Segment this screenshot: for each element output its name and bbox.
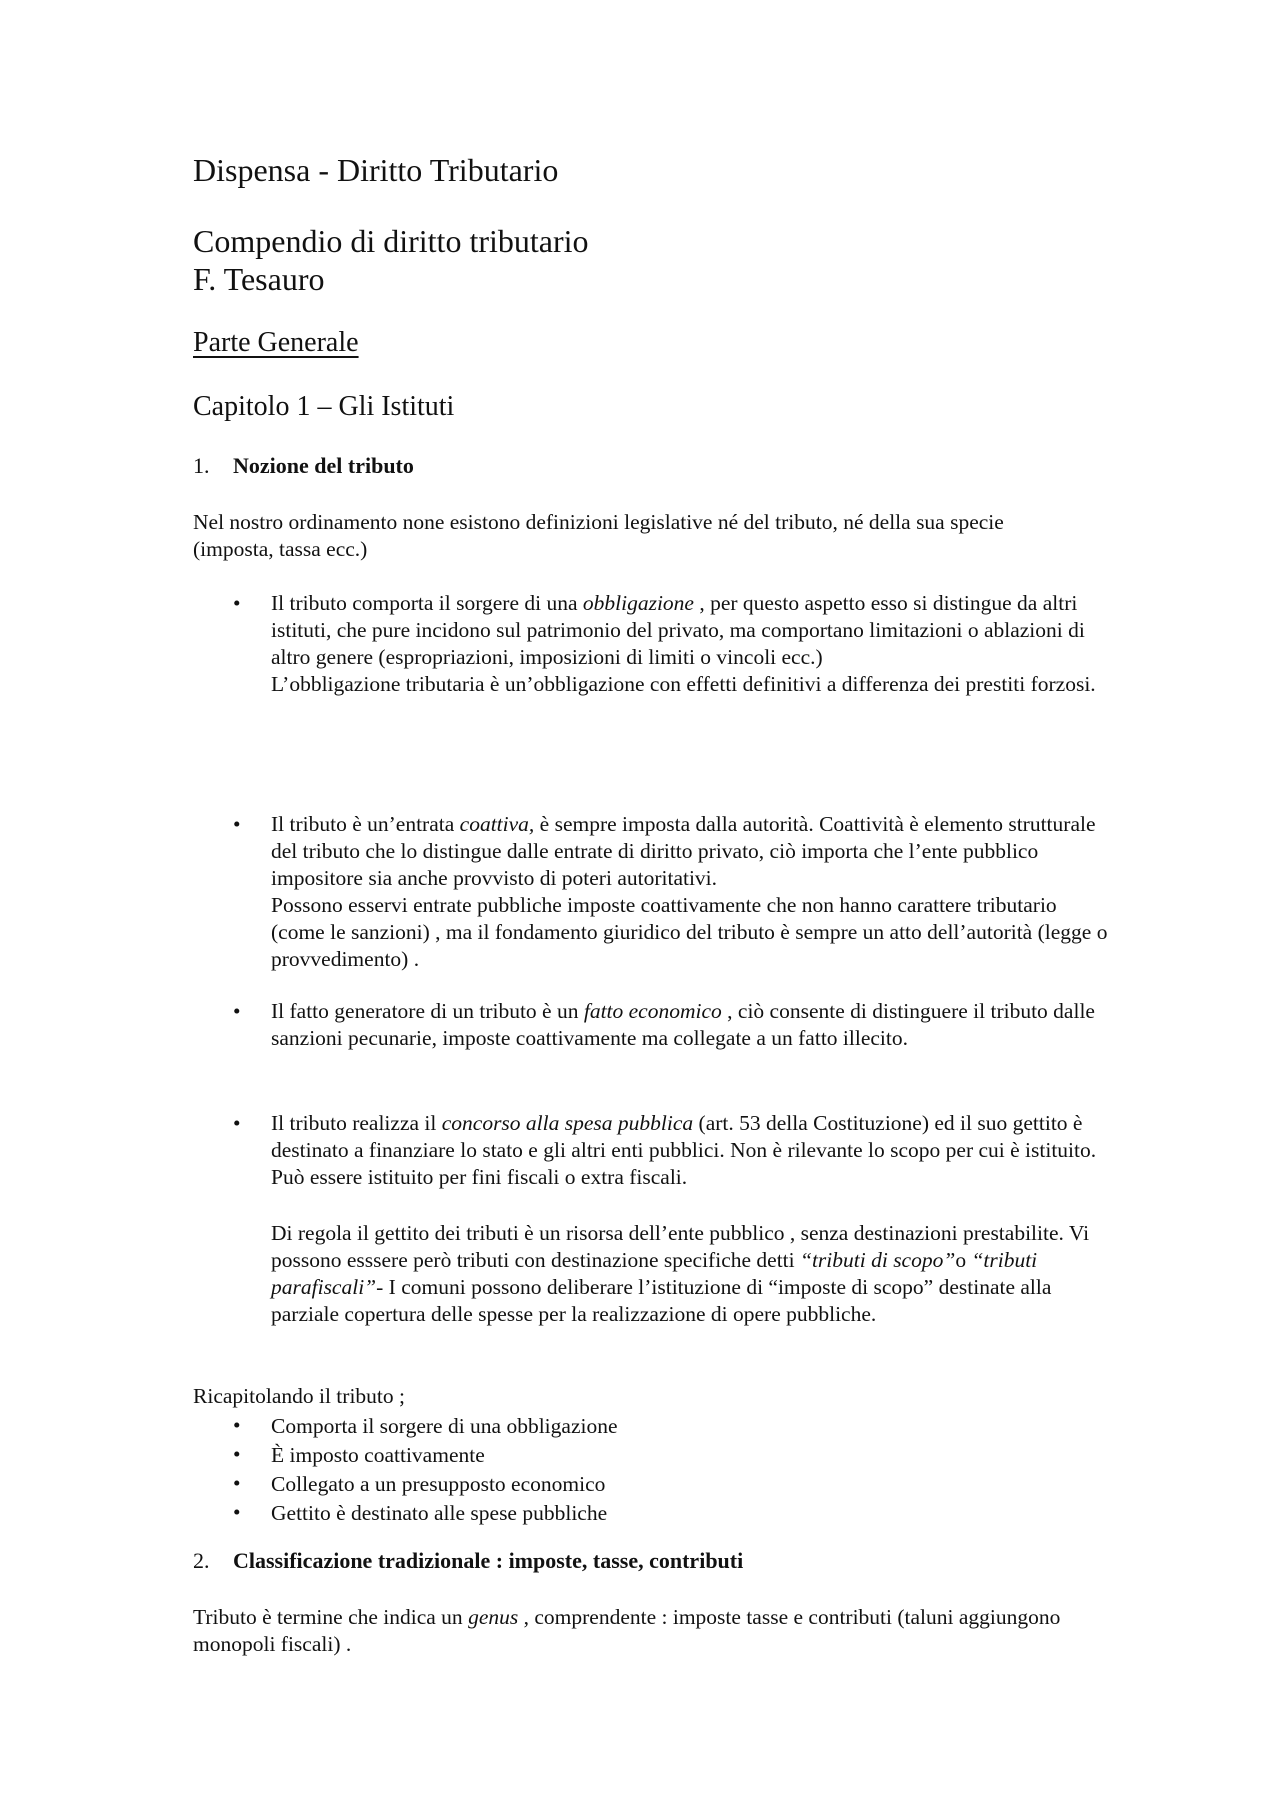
bullet-icon: • <box>233 1442 241 1466</box>
bullet-icon: • <box>233 591 241 615</box>
bullet-text <box>271 590 1113 698</box>
bullet-extra: L’obbligazione tributaria è un’obbligazione con effetti definitivi a differenza dei prestiti forzosi. <box>271 672 1096 696</box>
part-heading: Parte Generale <box>193 327 359 358</box>
section-2-heading <box>193 1548 743 1574</box>
list-item <box>233 1110 1113 1191</box>
section-title: Nozione del tributo <box>233 453 414 478</box>
book-author: F. Tesauro <box>193 261 325 297</box>
section-number: 1. <box>193 453 210 478</box>
section-number: 2. <box>193 1548 210 1573</box>
list-item <box>233 590 1113 698</box>
bullet-extra: Possono esservi entrate pubbliche imposte coattivamente che non hanno carattere tributario (come le sanzioni) , ma il fondamento giuridico del tributo è sempre un atto dell’autorità (legge o provvedimento) . <box>271 893 1108 971</box>
list-item <box>233 811 1113 973</box>
section-2-paragraph: Tributo è termine che indica un genus , comprendente : imposte tasse e contributi (taluni aggiungono monopoli fiscali) . <box>193 1605 1061 1656</box>
section-1-intro: Nel nostro ordinamento none esistono definizioni legislative né del tributo, né della sua specie (imposta, tassa ecc.) <box>193 510 1004 561</box>
list-item <box>233 998 1113 1052</box>
section-title: Classificazione tradizionale : imposte, tasse, contributi <box>233 1548 744 1573</box>
book-title: Compendio di diritto tributario <box>193 223 589 259</box>
list-item: • Collegato a un presupposto economico <box>233 1471 606 1496</box>
list-item: • Gettito è destinato alle spese pubbliche <box>233 1500 608 1525</box>
bullet-icon: • <box>233 1111 241 1135</box>
document-title: Dispensa - Diritto Tributario <box>193 152 559 188</box>
bullet-main: Il fatto generatore di un tributo è un fatto economico , ciò consente di distinguere il tributo dalle sanzioni pecunarie, imposte coattivamente ma collegate a un fatto illecito. <box>271 999 1095 1050</box>
summary-title: Ricapitolando il tributo ; <box>193 1384 405 1408</box>
bullet-icon: • <box>233 1413 241 1437</box>
bullet-text <box>271 1110 1113 1191</box>
bullet-icon: • <box>233 812 241 836</box>
bullet-icon: • <box>233 999 241 1023</box>
bullet-icon: • <box>233 1500 241 1524</box>
bullet-main: Il tributo è un’entrata coattiva, è sempre imposta dalla autorità. Coattività è elemento strutturale del tributo che lo distingue dalle entrate di diritto privato, ciò importa che l’ente pubblico impositore sia anche provvisto di poteri autoritativi. <box>271 812 1096 890</box>
bullet-text <box>271 811 1113 973</box>
book-title-block <box>193 222 589 298</box>
list-item: • È imposto coattivamente <box>233 1442 485 1467</box>
bullet-icon: • <box>233 1471 241 1495</box>
bullet-main: Il tributo comporta il sorgere di una obbligazione , per questo aspetto esso si distingue da altri istituti, che pure incidono sul patrimonio del privato, ma comportano limitazioni o ablazioni di altro genere (espropriazioni, imposizioni di limiti o vincoli ecc.) <box>271 591 1085 669</box>
section-1-heading <box>193 453 414 479</box>
chapter-heading: Capitolo 1 – Gli Istituti <box>193 391 455 422</box>
bullet-main: Il tributo realizza il concorso alla spesa pubblica (art. 53 della Costituzione) ed il suo gettito è destinato a finanziare lo stato e gli altri enti pubblici. Non è rilevante lo scopo per cui è istituito. Può essere istituito per fini fiscali o extra fiscali. <box>271 1111 1097 1189</box>
followup-paragraph: Di regola il gettito dei tributi è un risorsa dell’ente pubblico , senza destinazioni prestabilite. Vi possono esssere però tributi con destinazione specifiche detti “tributi di scopo”o “tributi parafiscali”- I comuni possono deliberare l’istituzione di “imposte di scopo” destinate alla parziale copertura delle spesse per la realizzazione di opere pubbliche. <box>271 1221 1090 1326</box>
list-item: • Comporta il sorgere di una obbligazione <box>233 1413 618 1438</box>
summary-list <box>233 1412 618 1528</box>
bullet-text <box>271 998 1113 1052</box>
